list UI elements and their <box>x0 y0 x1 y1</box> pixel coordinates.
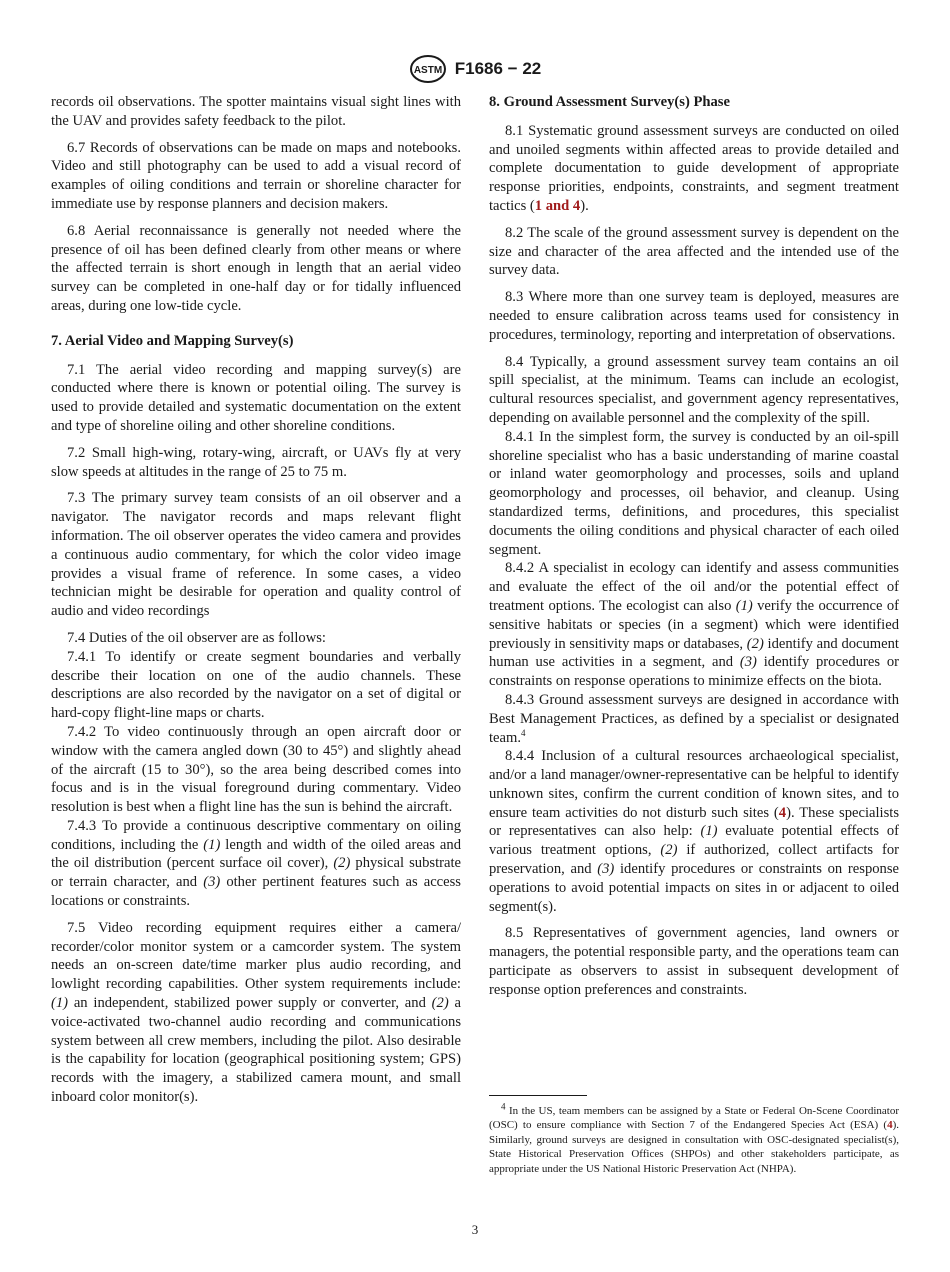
section-heading-8: 8. Ground Assessment Survey(s) Phase <box>489 94 730 110</box>
footnote-divider <box>489 1095 587 1096</box>
paragraph-6-7: 6.7 Records of observations can be made on maps and notebooks. Video and still photography can be used to add a visual record of examples of oiling conditions and terrain or shoreline character for immediate use by response planners and decision makers. <box>51 139 461 212</box>
paragraph-8-4: 8.4 Typically, a ground assessment survey team contains an oil spill specialist, at the minimum. Teams can include an ecologist, cultural resources specialist, and government agency representatives, depending on available personnel and the complexity of the spill. <box>489 353 899 426</box>
paragraph-8-4-4: 8.4.4 Inclusion of a cultural resources archaeological specialist, and/or a land manager/owner-representative can be helpful to identify unknown sites, confirm the current condition of known sites, and to ensure team activities do not disturb such sites (4). These specialists or representatives can also help: (1) evaluate potential effects of various treatment options, (2) if authorized, collect artifacts for preservation, and (3) identify procedures or constraints on response operations to avoid potential impacts on sites in or adjacent to oiled segment(s). <box>489 748 900 915</box>
paragraph-6-8: 6.8 Aerial reconnaissance is generally not needed where the presence of oil has been defined clearly from other means or where the affected terrain is short enough in length that an aerial video survey can be completed in one-half day or for tidally influenced areas, during one low-tide cycle. <box>51 222 461 314</box>
paragraph-8-1: 8.1 Systematic ground assessment surveys are conducted on oiled and unoiled segments within affected areas to provide detailed and complete documentation to guide development of appropriate response priorities, endpoints, constraints, and segment treatment tactics (1 and 4). <box>489 122 899 214</box>
section-heading-7: 7. Aerial Video and Mapping Survey(s) <box>51 332 294 349</box>
astm-logo-icon <box>409 54 447 84</box>
reference-link[interactable]: 1 and 4 <box>534 197 581 214</box>
paragraph-7-5: 7.5 Video recording equipment requires either a camera/ recorder/color monitor system or a camcorder system. The system needs an on-screen date/time marker plus audio recording, and lowlight recording capabilities. Other system requirements include: (1) an independent, stabilized power supply or converter, and (2) a voice-activated two-channel audio recording and communications system between all crew members, including the pilot. Also desirable is the capability for location (geographical positioning system; GPS) records with the imagery, a stabilized camera mount, and small inboard color monitor(s). <box>51 919 461 1106</box>
paragraph-7-1: 7.1 The aerial video recording and mapping survey(s) are conducted where there is known or potential oiling. The survey is used to provide detailed and systematic documentation on the extent and type of shoreline oiling and other shoreline conditions. <box>51 361 461 434</box>
paragraph-8-5: 8.5 Representatives of government agencies, land owners or managers, the potential responsible party, and the operations team can participate as observers to assist in subsequent development of response option preferences and constraints. <box>489 925 899 998</box>
paragraph-8-2: 8.2 The scale of the ground assessment survey is dependent on the size and character of the area affected and the intended use of the survey data. <box>489 224 899 279</box>
logo-letters: ASTM <box>413 65 442 76</box>
page-header <box>0 54 950 84</box>
paragraph-8-4-2: 8.4.2 A specialist in ecology can identify and assess communities and evaluate the effect of the oil and/or the potential effect of treatment options. The ecologist can also (1) verify the occurrence of sensitive habitats or species (in a segment) which were identified previously in sensitivity maps or databases, (2) identify and document human use activities in a segment, and (3) identify procedures or constraints on response operations to minimize effects on the biota. <box>489 560 899 690</box>
paragraph-8-4-1: 8.4.1 In the simplest form, the survey is conducted by an oil-spill shoreline specialist who has a basic understanding of marine coastal or inland water geomorphology and processes, soils and upland geomorphology and processes, oil behavior, and cleanup. Using standardized terms, definitions, and procedures, this specialist documents the oiling conditions and physical character of each oiled segment. <box>489 428 899 558</box>
standard-designation: F1686 − 22 <box>454 59 542 78</box>
paragraph-8-3: 8.3 Where more than one survey team is deployed, measures are needed to ensure calibration across teams used for consistency in procedures, terminology, reporting and interpretation of observations. <box>489 289 899 343</box>
paragraph-7-4-3: 7.4.3 To provide a continuous descriptive commentary on oiling conditions, including the (1) length and width of the oiled areas and the oil distribution (percent surface oil cover), (2) physical substrate or terrain character, and (3) other pertinent features such as access locations or constraints. <box>51 817 462 910</box>
footnote: $^4$ In the US, team members can be assigned by a State or Federal On-Scene Coordinator (OSC) to ensure compliance with Section 7 of the Endangered Species Act (ESA) (4). Similarly, ground surveys are designed in consultation with OSC-designated specialist(s), State Historical Preservation Offices (SHPOs) and other stakeholders participate, as appropriate under the US National Historic Preservation Act (NHPA). <box>489 1101 899 1175</box>
paragraph-8-4-3: 8.4.3 Ground assessment surveys are designed in accordance with Best Management Practices, as defined by a specialist or designated team.$^4$ <box>489 691 899 746</box>
right-column <box>489 93 899 1008</box>
footnote-number: 4 <box>501 1101 506 1112</box>
paragraph-7-4-1: 7.4.1 To identify or create segment boundaries and verbally describe their location on one of the audio channels. These descriptions are also recorded by the navigator on a set of digital or hard-copy flight-line maps or charts. <box>51 648 461 722</box>
paragraph-7-4: 7.4 Duties of the oil observer are as follows: <box>67 629 326 646</box>
page-number: 3 <box>471 1222 479 1237</box>
paragraph-7-3: 7.3 The primary survey team consists of an oil observer and a navigator. The navigator records and maps relevant flight information. The oil observer operates the video camera and provides a continuous audio commentary, for which the color video image provides a visual frame of reference. In some cases, a video technician might be desirable for operation and quality control of audio and video recordings <box>51 490 461 620</box>
paragraph-7-2: 7.2 Small high-wing, rotary-wing, aircraft, or UAVs fly at very slow speeds at altitudes in the range of 25 to 75 m. <box>51 444 461 480</box>
paragraph-continued: records oil observations. The spotter maintains visual sight lines with the UAV and provides safety feedback to the pilot. <box>51 94 461 129</box>
paragraph-7-4-2: 7.4.2 To video continuously through an open aircraft door or window with the camera angled down (30 to 45°) and slightly ahead of the aircraft (15 to 30°), so the area being described comes into focus and is in the visual foreground during commentary. Video resolution is best when a flight line has the sun is behind the aircraft. <box>51 723 461 816</box>
left-column <box>51 93 461 1115</box>
footnote-marker[interactable]: 4 <box>521 727 526 738</box>
reference-link[interactable]: 4 <box>778 804 787 821</box>
reference-link[interactable]: 4 <box>887 1119 893 1132</box>
